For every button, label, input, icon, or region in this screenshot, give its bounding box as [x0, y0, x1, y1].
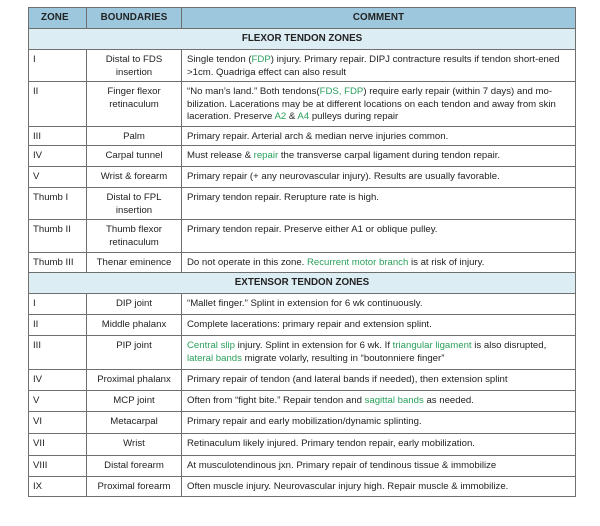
comment-text: Complete lacerations: primary repair and extension splint.	[187, 319, 432, 330]
comment-text: Retinaculum likely injured. Primary tendon repair, early mobilization.	[187, 438, 475, 449]
comment-cell	[182, 253, 576, 273]
zone-cell: Thumb I	[29, 188, 87, 220]
comment-text: is at risk of injury.	[408, 257, 485, 268]
zone-cell: II	[29, 82, 87, 127]
highlighted-term: repair	[253, 150, 279, 161]
comment-text: Primary tendon repair. Rerupture rate is high.	[187, 192, 379, 203]
flexor-zone-row	[29, 127, 576, 146]
zone-cell: III	[29, 336, 87, 370]
comment-text: Often muscle injury. Neurovascular injury high. Repair muscle & immobilize.	[187, 481, 509, 492]
comment-text: At musculotendinous jxn. Primary repair of tendinous tissue & immobilize	[187, 460, 497, 471]
zone-column-header: ZONE	[29, 8, 87, 29]
flexor-zone-row	[29, 167, 576, 188]
comment-text: injury. Splint in extension for 6 wk. If	[235, 340, 393, 351]
comment-text: Do not operate in this zone.	[187, 257, 307, 268]
zone-cell: IX	[29, 477, 87, 497]
comment-text: Primary tendon repair. Preserve either A1 or oblique pulley.	[187, 224, 438, 235]
zone-cell: II	[29, 315, 87, 336]
comment-text: pulleys during repair	[309, 111, 399, 123]
boundaries-cell: Palm	[87, 127, 182, 146]
zone-cell: VIII	[29, 456, 87, 477]
comment-cell	[182, 127, 576, 146]
comment-text: is also disrupted,	[471, 340, 547, 351]
zone-cell: III	[29, 127, 87, 146]
comment-text: &	[286, 111, 298, 123]
flexor-section-title: FLEXOR TENDON ZONES	[29, 29, 576, 50]
flexor-zone-row	[29, 82, 576, 127]
zone-cell: Thumb III	[29, 253, 87, 273]
comment-cell	[182, 294, 576, 315]
flexor-zone-row	[29, 50, 576, 82]
comment-cell	[182, 220, 576, 253]
extensor-zone-row	[29, 391, 576, 412]
comment-cell	[182, 50, 576, 82]
flexor-section-row	[29, 29, 576, 50]
boundaries-cell: Carpal tunnel	[87, 146, 182, 167]
flexor-zone-row	[29, 220, 576, 253]
comment-cell	[182, 315, 576, 336]
comment-cell	[182, 456, 576, 477]
flexor-zone-row	[29, 146, 576, 167]
comment-cell	[182, 391, 576, 412]
highlighted-term: Central slip	[187, 340, 235, 351]
comment-text: the transverse carpal ligament during tendon repair.	[278, 150, 501, 161]
extensor-zone-row	[29, 315, 576, 336]
highlighted-term: FDP	[251, 54, 271, 65]
boundaries-cell: Distal to FPL insertion	[87, 188, 182, 220]
comment-cell	[182, 370, 576, 391]
highlighted-term: lateral bands	[187, 352, 242, 364]
extensor-section-title: EXTENSOR TENDON ZONES	[29, 273, 576, 294]
comment-text: migrate volarly, resulting in “boutonniere finger”	[241, 352, 445, 364]
boundaries-cell: DIP joint	[87, 294, 182, 315]
header-row	[29, 8, 576, 29]
comment-cell	[182, 477, 576, 497]
comment-cell	[182, 146, 576, 167]
boundaries-cell: PIP joint	[87, 336, 182, 370]
highlighted-term: triangular ligament	[392, 340, 472, 351]
flexor-zone-row	[29, 253, 576, 273]
highlighted-term: Recurrent motor branch	[307, 257, 409, 268]
zone-cell: I	[29, 294, 87, 315]
comment-text: “No man’s land.” Both tendons(	[187, 86, 320, 97]
boundaries-cell: Distal forearm	[87, 456, 182, 477]
comment-text: Single tendon (	[187, 54, 252, 65]
comment-text: ) require early repair (within 7 days) and mo-bilization. Lacerations may be at different locations on each tendon and away from skin laceration. Preserve	[187, 86, 556, 123]
comment-cell	[182, 412, 576, 434]
extensor-zone-row	[29, 456, 576, 477]
boundaries-cell: Finger flexor retinaculum	[87, 82, 182, 127]
comment-text: “Mallet finger.” Splint in extension for 6 wk continuously.	[187, 298, 423, 309]
extensor-zone-row	[29, 477, 576, 497]
boundaries-cell: Distal to FDS insertion	[87, 50, 182, 82]
zone-cell: V	[29, 391, 87, 412]
comment-cell	[182, 188, 576, 220]
zone-cell: IV	[29, 146, 87, 167]
extensor-zone-row	[29, 294, 576, 315]
table-body	[29, 29, 576, 497]
extensor-zone-row	[29, 412, 576, 434]
highlighted-term: sagittal bands	[364, 395, 424, 406]
highlighted-term: A4	[297, 111, 310, 123]
tendon-zones-table	[28, 7, 576, 497]
boundaries-cell: Proximal forearm	[87, 477, 182, 497]
comment-cell	[182, 336, 576, 370]
tendon-zones-table-container	[28, 7, 575, 497]
extensor-zone-row	[29, 370, 576, 391]
zone-cell: Thumb II	[29, 220, 87, 253]
boundaries-cell: MCP joint	[87, 391, 182, 412]
boundaries-cell: Proximal phalanx	[87, 370, 182, 391]
comment-cell	[182, 434, 576, 456]
zone-cell: V	[29, 167, 87, 188]
comment-text: ) injury. Primary repair. DIPJ contracture results if tendon short-ened >1cm. Quadriga effect can also result	[187, 54, 560, 78]
comment-text: Primary repair and early mobilization/dynamic splinting.	[187, 416, 422, 427]
zone-cell: VII	[29, 434, 87, 456]
comment-text: Primary repair of tendon (and lateral bands if needed), then extension splint	[187, 374, 508, 385]
highlighted-term: A2	[274, 111, 287, 123]
comment-text: Often from “fight bite.” Repair tendon and	[187, 395, 365, 406]
comment-text: Primary repair (+ any neurovascular injury). Results are usually favorable.	[187, 171, 500, 182]
highlighted-term: FDS, FDP	[319, 86, 364, 97]
comment-column-header: COMMENT	[182, 8, 576, 29]
comment-cell	[182, 82, 576, 127]
comment-cell	[182, 167, 576, 188]
zone-cell: VI	[29, 412, 87, 434]
comment-text: Must release &	[187, 150, 254, 161]
boundaries-cell: Thumb flexor retinaculum	[87, 220, 182, 253]
boundaries-cell: Thenar eminence	[87, 253, 182, 273]
comment-text: Primary repair. Arterial arch & median nerve injuries common.	[187, 131, 449, 142]
comment-text: as needed.	[423, 395, 474, 406]
boundaries-cell: Wrist & forearm	[87, 167, 182, 188]
extensor-zone-row	[29, 336, 576, 370]
zone-cell: IV	[29, 370, 87, 391]
flexor-zone-row	[29, 188, 576, 220]
boundaries-column-header: BOUNDARIES	[87, 8, 182, 29]
extensor-section-row	[29, 273, 576, 294]
zone-cell: I	[29, 50, 87, 82]
extensor-zone-row	[29, 434, 576, 456]
boundaries-cell: Metacarpal	[87, 412, 182, 434]
boundaries-cell: Wrist	[87, 434, 182, 456]
boundaries-cell: Middle phalanx	[87, 315, 182, 336]
